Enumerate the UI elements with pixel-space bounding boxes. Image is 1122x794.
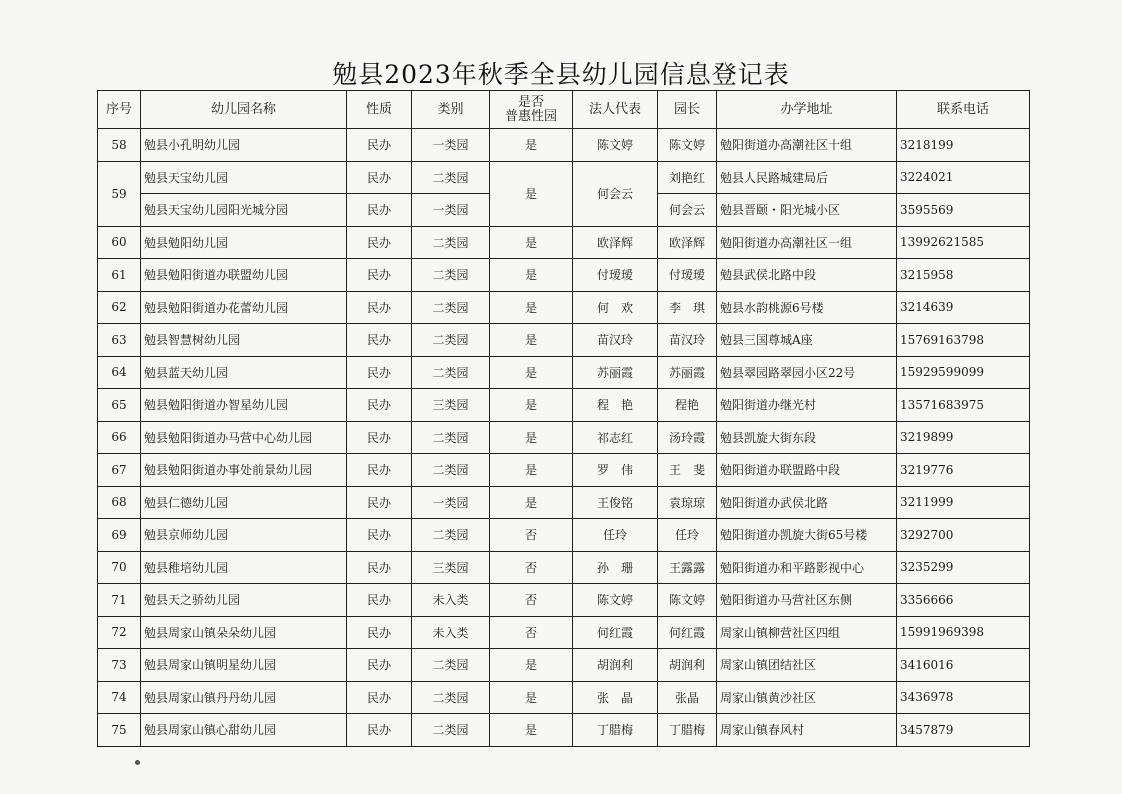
cell-no: 70: [98, 551, 141, 584]
cell-category: 二类园: [412, 324, 490, 357]
cell-nature: 民办: [347, 356, 412, 389]
cell-nature: 民办: [347, 486, 412, 519]
table-row: [98, 681, 1030, 714]
cell-name: 勉县勉阳街道办事处前景幼儿园: [141, 454, 347, 487]
cell-phone: 15929599099: [897, 356, 1030, 389]
header-nature: 性质: [347, 91, 412, 129]
cell-phone: 3457879: [897, 714, 1030, 747]
cell-name: 勉县仁德幼儿园: [141, 486, 347, 519]
cell-address: 勉县三国尊城A座: [717, 324, 897, 357]
cell-legal-rep: 孙 珊: [573, 551, 658, 584]
cell-nature: 民办: [347, 194, 412, 227]
cell-phone: 3292700: [897, 519, 1030, 552]
cell-nature: 民办: [347, 584, 412, 617]
page-title: 勉县2023年秋季全县幼儿园信息登记表: [332, 60, 790, 89]
cell-director: 任玲: [658, 519, 717, 552]
cell-address: 勉阳街道办继光村: [717, 389, 897, 422]
cell-legal-rep: 程 艳: [573, 389, 658, 422]
table-row: [98, 486, 1030, 519]
cell-category: 一类园: [412, 129, 490, 162]
cell-director: 程艳: [658, 389, 717, 422]
cell-puhui: 否: [490, 616, 573, 649]
cell-puhui: 是: [490, 259, 573, 292]
cell-puhui: 否: [490, 584, 573, 617]
cell-address: 勉阳街道办武侯北路: [717, 486, 897, 519]
cell-address: 勉县翠园路翠园小区22号: [717, 356, 897, 389]
cell-legal-rep: 何 欢: [573, 291, 658, 324]
cell-address: 勉阳街道办高潮社区一组: [717, 226, 897, 259]
cell-no: 62: [98, 291, 141, 324]
cell-puhui: 是: [490, 486, 573, 519]
cell-nature: 民办: [347, 421, 412, 454]
cell-no: 66: [98, 421, 141, 454]
cell-category: 二类园: [412, 356, 490, 389]
cell-category: 一类园: [412, 486, 490, 519]
cell-no: 58: [98, 129, 141, 162]
cell-director: 丁腊梅: [658, 714, 717, 747]
table-row: [98, 259, 1030, 292]
cell-name: 勉县蓝天幼儿园: [141, 356, 347, 389]
cell-no: 72: [98, 616, 141, 649]
table-row: [98, 324, 1030, 357]
cell-puhui: 是: [490, 161, 573, 226]
cell-phone: 3356666: [897, 584, 1030, 617]
cell-legal-rep: 何会云: [573, 161, 658, 226]
cell-phone: 13571683975: [897, 389, 1030, 422]
cell-address: 周家山镇团结社区: [717, 649, 897, 682]
header-puhui: [490, 91, 573, 129]
cell-legal-rep: 苗汉玲: [573, 324, 658, 357]
cell-phone: 3211999: [897, 486, 1030, 519]
cell-phone: 3219776: [897, 454, 1030, 487]
cell-legal-rep: 任玲: [573, 519, 658, 552]
header-director: 园长: [658, 91, 717, 129]
cell-name: 勉县周家山镇心甜幼儿园: [141, 714, 347, 747]
table-row: [98, 649, 1030, 682]
cell-no: 69: [98, 519, 141, 552]
cell-phone: 3214639: [897, 291, 1030, 324]
cell-legal-rep: 张 晶: [573, 681, 658, 714]
cell-category: 二类园: [412, 259, 490, 292]
cell-no: 74: [98, 681, 141, 714]
cell-director: 汤玲霞: [658, 421, 717, 454]
kindergarten-registry-table: [97, 90, 1030, 747]
cell-director: 欧泽辉: [658, 226, 717, 259]
cell-director: 何红霞: [658, 616, 717, 649]
cell-address: 勉阳街道办马营社区东侧: [717, 584, 897, 617]
cell-nature: 民办: [347, 129, 412, 162]
cell-director: 苏丽霞: [658, 356, 717, 389]
table-row: [98, 161, 1030, 194]
cell-name: 勉县勉阳幼儿园: [141, 226, 347, 259]
cell-nature: 民办: [347, 161, 412, 194]
cell-address: 勉县人民路城建局后: [717, 161, 897, 194]
cell-category: 二类园: [412, 161, 490, 194]
cell-category: 二类园: [412, 519, 490, 552]
cell-name: 勉县小孔明幼儿园: [141, 129, 347, 162]
cell-category: 二类园: [412, 714, 490, 747]
cell-category: 未入类: [412, 616, 490, 649]
cell-name: 勉县勉阳街道办联盟幼儿园: [141, 259, 347, 292]
header-name: 幼儿园名称: [141, 91, 347, 129]
cell-director: 张晶: [658, 681, 717, 714]
cell-name: 勉县天宝幼儿园: [141, 161, 347, 194]
cell-category: 二类园: [412, 681, 490, 714]
cell-legal-rep: 陈文婷: [573, 584, 658, 617]
cell-nature: 民办: [347, 291, 412, 324]
cell-no: 68: [98, 486, 141, 519]
cell-no: 71: [98, 584, 141, 617]
cell-legal-rep: 胡润利: [573, 649, 658, 682]
cell-no: 67: [98, 454, 141, 487]
table-row: [98, 356, 1030, 389]
cell-address: 勉县水韵桃源6号楼: [717, 291, 897, 324]
cell-director: 胡润利: [658, 649, 717, 682]
cell-director: 李 琪: [658, 291, 717, 324]
table-row: [98, 226, 1030, 259]
cell-puhui: 是: [490, 389, 573, 422]
cell-puhui: 是: [490, 649, 573, 682]
cell-puhui: 是: [490, 421, 573, 454]
cell-no: 64: [98, 356, 141, 389]
table-row: [98, 454, 1030, 487]
header-puhui-line1: 是否: [517, 94, 544, 110]
cell-name: 勉县周家山镇朵朵幼儿园: [141, 616, 347, 649]
table-row: [98, 551, 1030, 584]
table-row: [98, 584, 1030, 617]
cell-name: 勉县勉阳街道办花蕾幼儿园: [141, 291, 347, 324]
cell-name: 勉县京师幼儿园: [141, 519, 347, 552]
header-category: 类别: [412, 91, 490, 129]
cell-name: 勉县周家山镇丹丹幼儿园: [141, 681, 347, 714]
cell-director: 刘艳红: [658, 161, 717, 194]
cell-address: 勉县晋颐・阳光城小区: [717, 194, 897, 227]
cell-nature: 民办: [347, 681, 412, 714]
cell-name: 勉县勉阳街道办马营中心幼儿园: [141, 421, 347, 454]
cell-category: 三类园: [412, 389, 490, 422]
scan-dot-mark: [135, 760, 140, 765]
cell-puhui: 是: [490, 356, 573, 389]
cell-nature: 民办: [347, 714, 412, 747]
table-header-row: [98, 91, 1030, 129]
table-row: [98, 616, 1030, 649]
cell-name: 勉县智慧树幼儿园: [141, 324, 347, 357]
cell-name: 勉县天之骄幼儿园: [141, 584, 347, 617]
cell-legal-rep: 苏丽霞: [573, 356, 658, 389]
cell-puhui: 是: [490, 129, 573, 162]
cell-no: 61: [98, 259, 141, 292]
table-row: [98, 129, 1030, 162]
cell-legal-rep: 付瑷瑷: [573, 259, 658, 292]
cell-no: 63: [98, 324, 141, 357]
cell-director: 王露露: [658, 551, 717, 584]
cell-category: 二类园: [412, 421, 490, 454]
cell-phone: 3218199: [897, 129, 1030, 162]
header-legal-rep: 法人代表: [573, 91, 658, 129]
header-address: 办学地址: [717, 91, 897, 129]
cell-phone: 3219899: [897, 421, 1030, 454]
cell-address: 勉阳街道办高潮社区十组: [717, 129, 897, 162]
cell-category: 二类园: [412, 454, 490, 487]
cell-name: 勉县勉阳街道办智星幼儿园: [141, 389, 347, 422]
table-row: [98, 714, 1030, 747]
cell-nature: 民办: [347, 519, 412, 552]
cell-name: 勉县天宝幼儿园阳光城分园: [141, 194, 347, 227]
cell-address: 勉阳街道办和平路影视中心: [717, 551, 897, 584]
cell-no: 73: [98, 649, 141, 682]
cell-category: 三类园: [412, 551, 490, 584]
cell-category: 二类园: [412, 226, 490, 259]
cell-name: 勉县周家山镇明星幼儿园: [141, 649, 347, 682]
cell-director: 何会云: [658, 194, 717, 227]
cell-legal-rep: 丁腊梅: [573, 714, 658, 747]
header-puhui-line2: 普惠性园: [504, 108, 557, 124]
header-phone: 联系电话: [897, 91, 1030, 129]
cell-legal-rep: 何红霞: [573, 616, 658, 649]
cell-address: 周家山镇黄沙社区: [717, 681, 897, 714]
cell-director: 陈文婷: [658, 584, 717, 617]
cell-nature: 民办: [347, 259, 412, 292]
cell-nature: 民办: [347, 389, 412, 422]
cell-phone: 15991969398: [897, 616, 1030, 649]
cell-phone: 3224021: [897, 161, 1030, 194]
cell-phone: 3235299: [897, 551, 1030, 584]
cell-phone: 3215958: [897, 259, 1030, 292]
cell-address: 勉阳街道办凯旋大街65号楼: [717, 519, 897, 552]
cell-nature: 民办: [347, 616, 412, 649]
cell-puhui: 是: [490, 291, 573, 324]
table-row: [98, 389, 1030, 422]
cell-phone: 13992621585: [897, 226, 1030, 259]
cell-nature: 民办: [347, 551, 412, 584]
cell-nature: 民办: [347, 324, 412, 357]
cell-no: 59: [98, 161, 141, 226]
cell-no: 75: [98, 714, 141, 747]
cell-address: 勉县武侯北路中段: [717, 259, 897, 292]
cell-address: 周家山镇春风村: [717, 714, 897, 747]
cell-puhui: 是: [490, 454, 573, 487]
cell-category: 二类园: [412, 291, 490, 324]
cell-nature: 民办: [347, 454, 412, 487]
cell-nature: 民办: [347, 649, 412, 682]
cell-legal-rep: 欧泽辉: [573, 226, 658, 259]
cell-nature: 民办: [347, 226, 412, 259]
cell-legal-rep: 罗 伟: [573, 454, 658, 487]
cell-puhui: 是: [490, 324, 573, 357]
cell-phone: 3595569: [897, 194, 1030, 227]
table-row: [98, 291, 1030, 324]
table-row: [98, 421, 1030, 454]
cell-phone: 15769163798: [897, 324, 1030, 357]
cell-no: 60: [98, 226, 141, 259]
cell-address: 周家山镇柳营社区四组: [717, 616, 897, 649]
cell-phone: 3416016: [897, 649, 1030, 682]
cell-category: 一类园: [412, 194, 490, 227]
cell-legal-rep: 王俊铭: [573, 486, 658, 519]
cell-puhui: 否: [490, 519, 573, 552]
cell-puhui: 是: [490, 226, 573, 259]
cell-phone: 3436978: [897, 681, 1030, 714]
header-no: 序号: [98, 91, 141, 129]
cell-puhui: 是: [490, 681, 573, 714]
cell-legal-rep: 陈文婷: [573, 129, 658, 162]
cell-director: 陈文婷: [658, 129, 717, 162]
cell-director: 付瑷瑷: [658, 259, 717, 292]
cell-name: 勉县稚培幼儿园: [141, 551, 347, 584]
cell-address: 勉阳街道办联盟路中段: [717, 454, 897, 487]
cell-legal-rep: 祁志红: [573, 421, 658, 454]
cell-category: 未入类: [412, 584, 490, 617]
cell-no: 65: [98, 389, 141, 422]
cell-director: 苗汉玲: [658, 324, 717, 357]
cell-category: 二类园: [412, 649, 490, 682]
table-row: [98, 519, 1030, 552]
cell-director: 王 斐: [658, 454, 717, 487]
cell-director: 袁琼琼: [658, 486, 717, 519]
cell-puhui: 否: [490, 551, 573, 584]
cell-address: 勉县凯旋大街东段: [717, 421, 897, 454]
cell-puhui: 是: [490, 714, 573, 747]
